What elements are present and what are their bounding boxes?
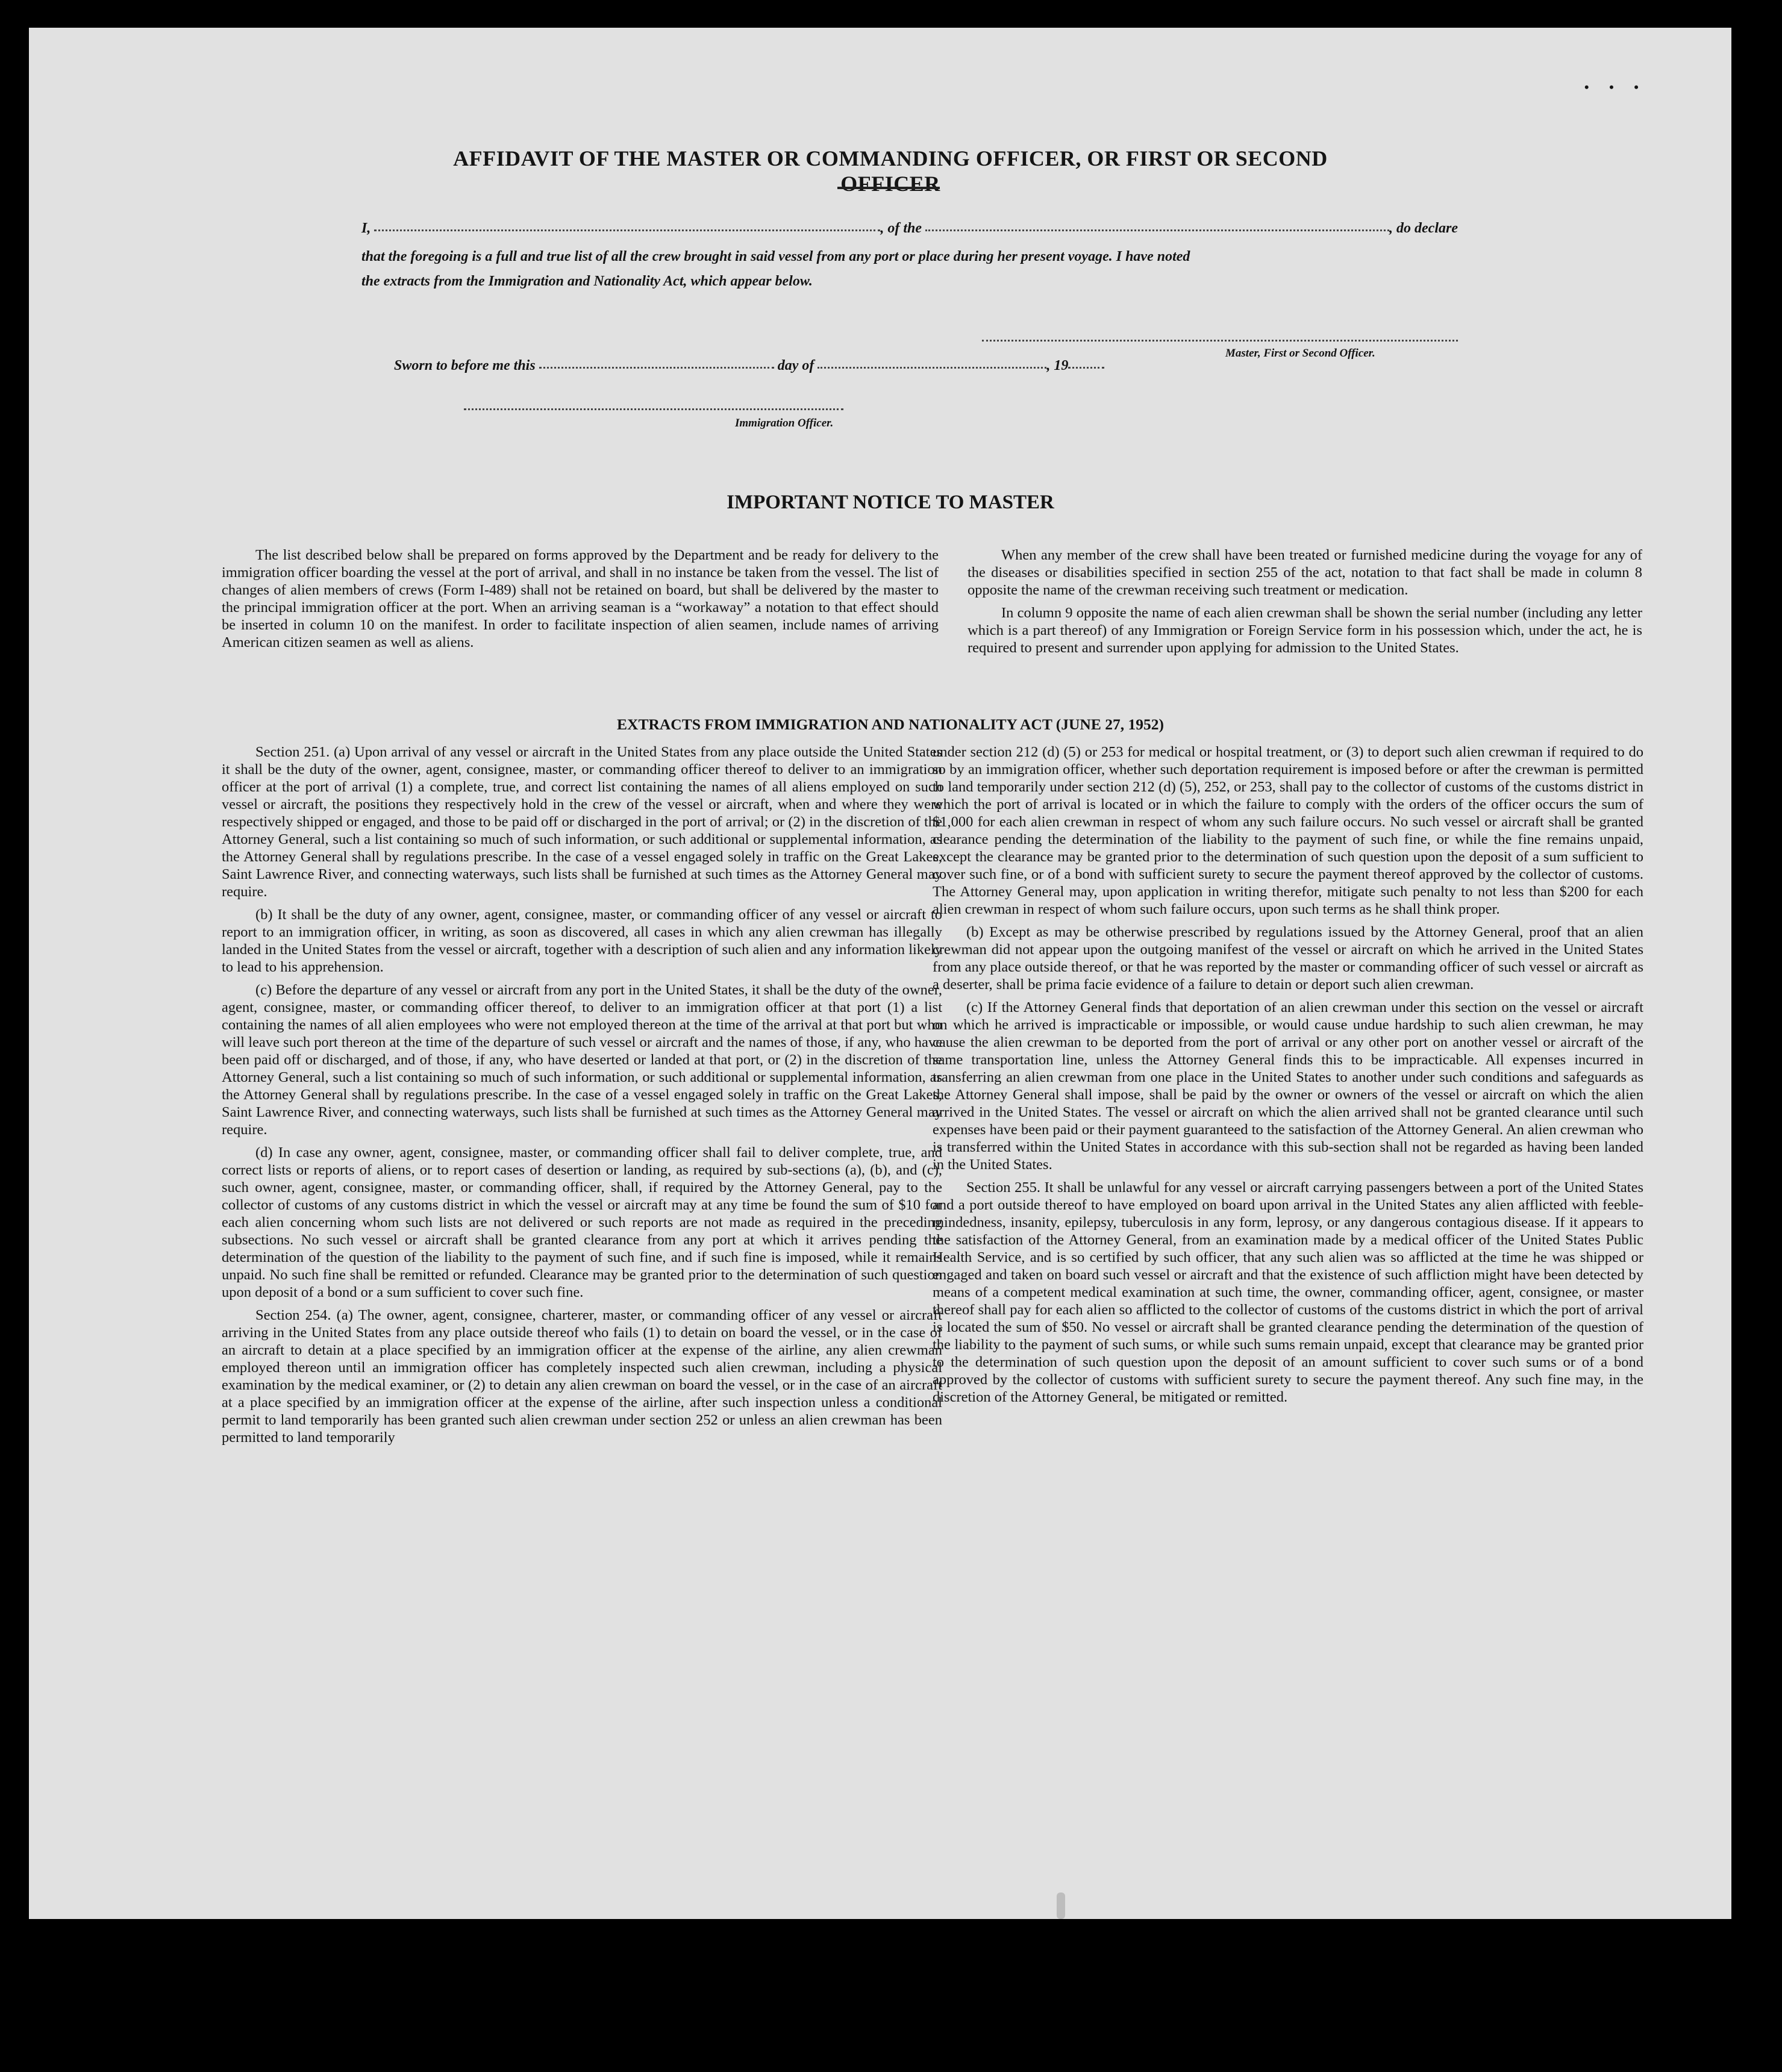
do-declare-label: , do declare (1389, 220, 1458, 236)
declaration-text-line-2: that the foregoing is a full and true list of all the crew brought in said vessel from any port or place during her present voyage. I have noted (361, 249, 1190, 264)
notice-left-column (222, 546, 939, 657)
corner-marks: • • • (1584, 80, 1647, 95)
immigration-officer-signature-line (464, 408, 843, 410)
name-blank (374, 227, 880, 231)
master-caption: Master, First or Second Officer. (1225, 347, 1375, 360)
title-underline (837, 187, 940, 189)
section-251-c: (c) Before the departure of any vessel or aircraft from any port in the United States, it shall be the duty of the owner, agent, consignee, master, or commanding officer thereof, to deliver to an immigration officer at that port (1) a list containing the names of all alien employees who were not employed thereon at the time of the arrival at that port but who will leave such port thereon at the time of the departure of such vessel or aircraft and the names of those, if any, who have been paid off or discharged, and of those, if any, who have deserted or landed at that port, or (2) in the discretion of the Attorney General, such a list containing so much of such information, or such additional or supplemental information, as the Attorney General shall by regulations prescribe. In the case of a vessel engaged solely in traffic on the Great Lakes, Saint Lawrence River, and connecting waterways, such lists shall be furnished at such times as the Attorney General may require. (222, 982, 942, 1138)
document-page (29, 28, 1731, 1919)
extracts-title: EXTRACTS FROM IMMIGRATION AND NATIONALITY ACT (JUNE 27, 1952) (617, 716, 1164, 733)
sworn-month-blank (818, 364, 1046, 369)
day-of-label: day of (777, 358, 814, 373)
paper-tear-mark (1057, 1893, 1065, 1919)
section-251-a: Section 251. (a) Upon arrival of any vessel or aircraft in the United States from any place outside the United States it shall be the duty of the owner, agent, consignee, master, or commanding officer thereof to deliver to an immigration officer at the port of arrival (1) a complete, true, and correct list containing the names of all aliens employed on such vessel or aircraft, the positions they respectively hold in the crew of the vessel or aircraft, when and where they were respectively shipped or engaged, and those to be paid off or discharged in the port of arrival; or (2) in the discretion of the Attorney General, such a list containing so much of such information, or such additional or supplemental information, as the Attorney General shall by regulations prescribe. In the case of a vessel engaged solely in traffic on the Great Lakes, Saint Lawrence River, and connecting waterways, such lists shall be furnished at such times as the Attorney General may require. (222, 744, 942, 900)
declaration-text-line-3: the extracts from the Immigration and Nationality Act, which appear below. (361, 273, 813, 289)
section-254-a-continued: under section 212 (d) (5) or 253 for medical or hospital treatment, or (3) to deport such alien crewman if required to do so by an immigration officer, whether such deportation requirement is imposed before or after the crewman is permitted to land temporarily under section 212 (d) (5), 252, or 253, shall pay to the collector of customs of the customs district in which the port of arrival is located or in which the failure to comply with the orders of the officer occurs the sum of $1,000 for each alien crewman in respect of whom any such failure occurs. No such vessel or aircraft shall be granted clearance pending the determination of the liability to the payment of such fine, or while the fine remains unpaid, except the clearance may be granted prior to the determination of such question upon the deposit of a sum sufficient to cover such fine, or of a bond with sufficient surety to secure the payment thereof approved by the collector of customs. The Attorney General may, upon application in writing therefor, mitigate such penalty to not less than $200 for each alien crewman in respect of whom such failure occurs, upon such terms as he shall think proper. (933, 744, 1643, 917)
section-254-a: Section 254. (a) The owner, agent, consignee, charterer, master, or commanding officer of any vessel or aircraft arriving in the United States from any place outside thereof who fails (1) to detain on board the vessel, or in the case of an aircraft to detain at a place specified by an immigration officer at the expense of the airline, any alien crewman employed thereon until an immigration officer has completely inspected such alien crewman, including a physical examination by the medical examiner, or (2) to detain any alien crewman on board the vessel, or in the case of an aircraft at a place specified by an immigration officer at the expense of the airline, after such inspection unless a conditional permit to land temporarily has been granted such alien crewman under section 252 or unless an alien crewman has been permitted to land temporarily (222, 1307, 942, 1446)
notice-right-paragraph-2: In column 9 opposite the name of each alien crewman shall be shown the serial number (including any letter which is a part thereof) of any Immigration or Foreign Service form in his possession which, under the act, he is required to present and surrender upon applying for admission to the United States. (968, 605, 1642, 656)
notice-right-column (968, 546, 1642, 662)
section-254-b: (b) Except as may be otherwise prescribed by regulations issued by the Attorney General, proof that an alien crewman did not appear upon the outgoing manifest of the vessel or aircraft on which he arrived in the United States from any place outside thereof, or that he was reported by the master or commanding officer of such vessel or aircraft as a deserter, shall be prima facie evidence of a failure to detain or deport such alien crewman. (933, 924, 1643, 993)
sworn-label: Sworn to before me this (394, 358, 536, 373)
extracts-right-column (933, 743, 1643, 1411)
sworn-line (394, 358, 1104, 374)
declaration-line (361, 220, 1506, 237)
sworn-day-blank (539, 364, 774, 369)
section-255: Section 255. It shall be unlawful for any vessel or aircraft carrying passengers between a port of the United States and a port outside thereof to have employed on board upon arrival in the United States any alien afflicted with feeble-mindedness, insanity, epilepsy, tuberculosis in any form, leprosy, or any dangerous contagious disease. If it appears to the satisfaction of the Attorney General, from an examination made by a medical officer of the United States Public Health Service, and is so certified by such officer, that any such alien was so afflicted at the time he was shipped or engaged and taken on board such vessel or aircraft and that the existence of such affliction might have been detected by means of a competent medical examination at such time, the owner, commanding officer, agent, consignee, or master thereof shall pay for each alien so afflicted to the collector of customs of the customs district in which the port of arrival is located the sum of $50. No vessel or aircraft shall be granted clearance pending the determination of the question of the liability to the payment of such sums, or while such sums remain unpaid, except that clearance may be granted prior to the determination of such question upon the deposit of an amount sufficient to cover such sums or of a bond approved by the collector of customs with sufficient surety to secure the payment thereof. Any such fine may, in the discretion of the Attorney General, be mitigated or remitted. (933, 1179, 1643, 1405)
master-signature-line (982, 340, 1458, 342)
notice-title: IMPORTANT NOTICE TO MASTER (727, 491, 1054, 513)
vessel-blank (925, 227, 1389, 231)
i-label: I, (361, 220, 371, 236)
officer-caption: Immigration Officer. (735, 417, 834, 429)
section-251-d: (d) In case any owner, agent, consignee, master, or commanding officer shall fail to deliver complete, true, and correct lists or reports of aliens, or to report cases of desertion or landing, as required by sub-sections (a), (b), and (c), such owner, agent, consignee, master, or commanding officer, shall, if required by the Attorney General, pay to the collector of customs of any customs district in which the vessel or aircraft may at any time be found the sum of $10 for each alien concerning whom such lists are not delivered or such reports are not made as required in the preceding subsections. No such vessel or aircraft shall be granted clearance from any port at which it arrives pending the determination of the question of the liability to the payment of such fine, and if such fine is imposed, while it remains unpaid. No such fine shall be remitted or refunded. Clearance may be granted prior to the determination of such question upon deposit of a bond or a sum sufficient to cover such fine. (222, 1144, 942, 1300)
notice-left-paragraph: The list described below shall be prepared on forms approved by the Department and be ready for delivery to the immigration officer boarding the vessel at the port of arrival, and shall in no instance be taken from the vessel. The list of changes of alien members of crews (Form I-489) shall not be retained on board, but shall be delivered by the master to the principal immigration officer at the port. When an arriving seaman is a “workaway” a notation to that effect should be inserted in column 10 on the manifest. In order to facilitate inspection of alien seamen, include names of arriving American citizen seamen as well as aliens. (222, 547, 939, 651)
section-251-b: (b) It shall be the duty of any owner, agent, consignee, master, or commanding officer of any vessel or aircraft to report to an immigration officer, in writing, as soon as discovered, all cases in which any alien crewman has illegally landed in the United States from the vessel or aircraft, together with a description of such alien and any information likely to lead to his apprehension. (222, 906, 942, 975)
extracts-left-column (222, 743, 942, 1452)
affidavit-title: AFFIDAVIT OF THE MASTER OR COMMANDING OFFICER, OR FIRST OR SECOND OFFICER (453, 146, 1328, 196)
year-prefix: , 19 (1046, 358, 1069, 373)
of-the-label: , of the (880, 220, 922, 236)
notice-right-paragraph-1: When any member of the crew shall have been treated or furnished medicine during the voyage for any of the diseases or disabilities specified in section 255 of the act, notation to that fact shall be made in column 8 opposite the name of the crewman receiving such treatment or medication. (968, 547, 1642, 598)
year-blank (1068, 364, 1104, 369)
section-254-c: (c) If the Attorney General finds that deportation of an alien crewman under this section on the vessel or aircraft on which he arrived is impracticable or impossible, or would cause undue hardship to such alien crewman, he may cause the alien crewman to be deported from the port of arrival or any other port on another vessel or aircraft of the same transportation line, unless the Attorney General finds this to be impracticable. All expenses incurred in transferring an alien crewman from one place in the United States to another under such conditions and safeguards as the Attorney General shall impose, shall be paid by the owner or owners of the vessel or aircraft on which the alien arrived in the United States. The vessel or aircraft on which the alien arrived shall not be granted clearance until such expenses have been paid or their payment guaranteed to the satisfaction of the Attorney General. An alien crewman who is transferred within the United States in accordance with this sub-section shall not be regarded as having been landed in the United States. (933, 999, 1643, 1173)
